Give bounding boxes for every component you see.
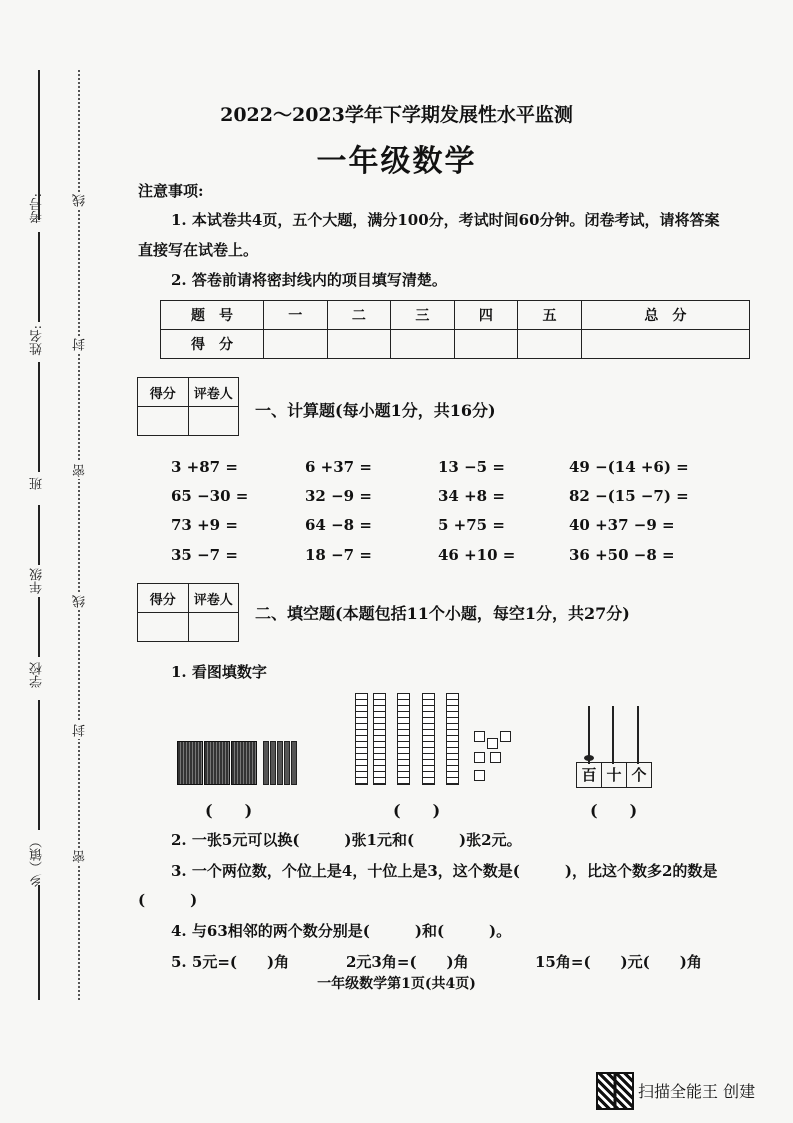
calc-problem: 18 −7 = (305, 546, 372, 564)
score-table-header-row (161, 301, 750, 330)
binding-line-4 (38, 505, 40, 565)
calc-problem: 82 −(15 −7) = (569, 487, 689, 505)
qr-code-icon (596, 1072, 634, 1110)
calc-problem: 49 −(14 +6) = (569, 458, 689, 476)
binding-line-6 (38, 700, 40, 830)
exam-title: 2022～2023学年下学期发展性水平监测 (220, 104, 573, 126)
subject-title: 一年级数学 (316, 144, 477, 179)
question-1: 1. 看图填数字 (171, 663, 267, 681)
score-table-row-label: 得 分 (161, 330, 264, 359)
score-cell[interactable] (264, 330, 328, 359)
grader-score-label: 得分 (138, 378, 189, 407)
notice-item-2: 2. 答卷前请将密封线内的项目填写清楚。 (171, 271, 447, 289)
question-3-line-2: ( ) (138, 891, 198, 909)
calc-problem: 5 +75 = (438, 516, 505, 534)
picture-3-answer-blank[interactable]: ( ) (590, 801, 638, 820)
score-cell[interactable] (454, 330, 518, 359)
grader-box-section-2 (137, 583, 239, 642)
notice-item-1-line-2: 直接写在试卷上。 (138, 241, 259, 259)
class-label: 班 (30, 477, 45, 490)
section-2-title: 二、填空题(本题包括11个小题，每空1分，共27分) (255, 604, 630, 623)
notice-heading: 注意事项: (138, 182, 204, 200)
grader-name-cell[interactable] (188, 613, 239, 642)
score-table (160, 300, 750, 359)
abacus-label-ones: 个 (626, 762, 652, 788)
calc-problem: 36 +50 −8 = (569, 546, 675, 564)
score-cell[interactable] (327, 330, 391, 359)
calc-problem: 46 +10 = (438, 546, 516, 564)
grade-label: 年级 (30, 568, 45, 594)
score-table-header-cell: 五 (518, 301, 582, 330)
seal-char-close-2: 密 (73, 850, 88, 863)
exam-number-label: 考号: (30, 193, 45, 224)
calc-problem: 65 −30 = (171, 487, 249, 505)
question-3-line-1: 3. 一个两位数，个位上是4，十位上是3，这个数是( )，比这个数多2的数是 (171, 862, 718, 880)
seal-char-seal-2: 封 (73, 724, 88, 737)
calc-problem: 73 +9 = (171, 516, 238, 534)
grader-name-label: 评卷人 (188, 584, 239, 613)
binding-line-3 (38, 362, 40, 472)
seal-char-seal-1: 封 (73, 338, 88, 351)
school-label: 学校 (30, 662, 45, 688)
calc-problem: 32 −9 = (305, 487, 372, 505)
score-cell[interactable] (518, 330, 582, 359)
seal-char-line-1: 线 (73, 194, 88, 207)
calc-problem: 13 −5 = (438, 458, 505, 476)
abacus-label-hundreds: 百 (576, 762, 602, 788)
score-table-score-row (161, 330, 750, 359)
abacus-label-tens: 十 (601, 762, 627, 788)
grader-score-cell[interactable] (138, 613, 189, 642)
binding-line-2 (38, 232, 40, 322)
score-table-header-cell: 四 (454, 301, 518, 330)
grader-score-cell[interactable] (138, 407, 189, 436)
township-label: 乡（镇） (30, 835, 45, 887)
seal-char-line-2: 线 (73, 595, 88, 608)
score-table-header-cell: 题 号 (161, 301, 264, 330)
question-5-part-c: 15角=( )元( )角 (535, 953, 702, 971)
grader-name-label: 评卷人 (188, 378, 239, 407)
score-table-header-cell: 总 分 (581, 301, 749, 330)
picture-2-answer-blank[interactable]: ( ) (393, 801, 441, 820)
name-label: 姓名: (30, 325, 45, 356)
score-table-header-cell: 一 (264, 301, 328, 330)
question-5-part-b: 2元3角=( )角 (346, 953, 469, 971)
question-5-part-a: 5. 5元=( )角 (171, 953, 290, 971)
grader-box-section-1 (137, 377, 239, 436)
score-table-header-cell: 二 (327, 301, 391, 330)
question-2: 2. 一张5元可以换( )张1元和( )张2元。 (171, 831, 522, 849)
grader-score-label: 得分 (138, 584, 189, 613)
picture-1-answer-blank[interactable]: ( ) (205, 801, 253, 820)
calc-problem: 3 +87 = (171, 458, 238, 476)
notice-item-1-line-1: 1. 本试卷共4页，五个大题，满分100分，考试时间60分钟。闭卷考试，请将答案 (171, 211, 720, 229)
scanner-watermark: 扫描全能王 创建 (638, 1082, 756, 1101)
calc-problem: 64 −8 = (305, 516, 372, 534)
seal-char-close-1: 密 (73, 464, 88, 477)
score-table-header-cell: 三 (391, 301, 455, 330)
score-cell[interactable] (391, 330, 455, 359)
score-cell[interactable] (581, 330, 749, 359)
question-4: 4. 与63相邻的两个数分别是( )和( )。 (171, 922, 512, 940)
calc-problem: 35 −7 = (171, 546, 238, 564)
calc-problem: 6 +37 = (305, 458, 372, 476)
section-1-title: 一、计算题(每小题1分，共16分) (255, 401, 496, 420)
binding-line-5 (38, 597, 40, 657)
page-footer: 一年级数学第1页(共4页) (317, 976, 476, 992)
grader-name-cell[interactable] (188, 407, 239, 436)
calc-problem: 34 +8 = (438, 487, 505, 505)
calc-problem: 40 +37 −9 = (569, 516, 675, 534)
